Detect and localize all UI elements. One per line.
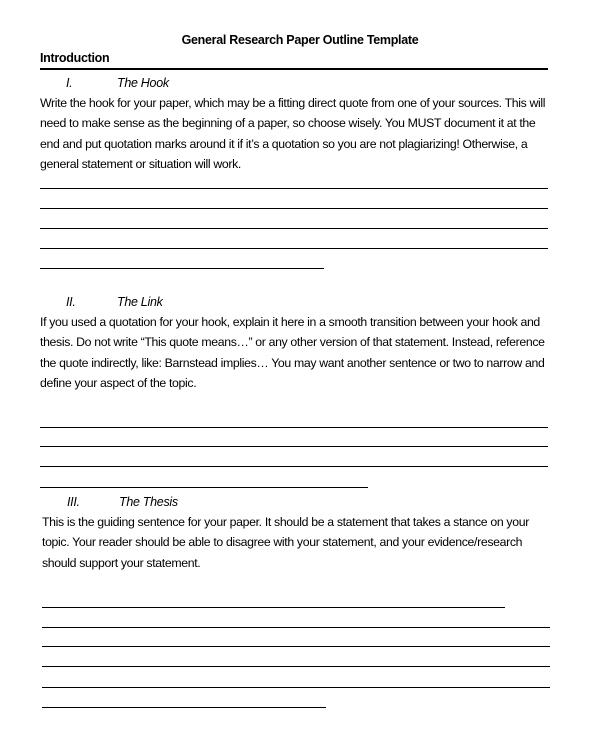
- write-line[interactable]: [42, 687, 550, 688]
- section-numeral: III.: [67, 495, 80, 509]
- write-line[interactable]: [40, 208, 548, 209]
- section-heading-introduction: Introduction: [40, 51, 110, 65]
- write-line[interactable]: [40, 487, 368, 488]
- write-line[interactable]: [42, 666, 550, 667]
- write-line[interactable]: [42, 607, 505, 608]
- heading-rule: [40, 68, 548, 70]
- paragraph-line: topic. Your reader should be able to disagree with your statement, and your evidence/research: [42, 535, 523, 550]
- document-title: General Research Paper Outline Template: [181, 33, 419, 47]
- write-line[interactable]: [40, 228, 548, 229]
- write-line[interactable]: [42, 627, 550, 628]
- write-line[interactable]: [42, 646, 550, 647]
- write-line[interactable]: [40, 248, 548, 249]
- paragraph-line: This is the guiding sentence for your paper. It should be a statement that takes a stance on your: [42, 515, 529, 529]
- link-paragraph: [40, 312, 545, 393]
- paragraph-line: end and put quotation marks around it if it’s a quotation so you are not plagiarizing! Otherwise, a: [40, 136, 528, 151]
- paragraph-line: need to make sense as the beginning of a paper, so choose wisely. You MUST document it at the: [40, 116, 536, 131]
- paragraph-line: define your aspect of the topic.: [40, 375, 197, 390]
- paragraph-line: the quote indirectly, like: Barnstead implies… You may want another sentence or two to narrow and: [40, 355, 545, 370]
- paragraph-line: thesis. Do not write “This quote means…” or any other version of that statement. Instead, reference: [40, 335, 545, 350]
- write-line[interactable]: [40, 427, 548, 428]
- paragraph-line: should support your statement.: [42, 555, 201, 570]
- section-heading-link: The Link: [117, 295, 163, 309]
- section-numeral: II.: [66, 295, 76, 309]
- write-line[interactable]: [42, 707, 326, 708]
- paragraph-line: If you used a quotation for your hook, explain it here in a smooth transition between your hook and: [40, 315, 540, 329]
- section-heading-hook: The Hook: [117, 76, 169, 90]
- thesis-paragraph: [42, 512, 529, 573]
- section-heading-thesis: The Thesis: [119, 495, 178, 509]
- section-numeral: I.: [66, 76, 73, 90]
- paragraph-line: Write the hook for your paper, which may be a fitting direct quote from one of your sources. This will: [40, 96, 546, 110]
- hook-paragraph: [40, 93, 545, 174]
- write-line[interactable]: [40, 268, 324, 269]
- write-line[interactable]: [40, 446, 548, 447]
- write-line[interactable]: [40, 466, 548, 467]
- write-line[interactable]: [40, 188, 548, 189]
- paragraph-line: general statement or situation will work.: [40, 156, 241, 171]
